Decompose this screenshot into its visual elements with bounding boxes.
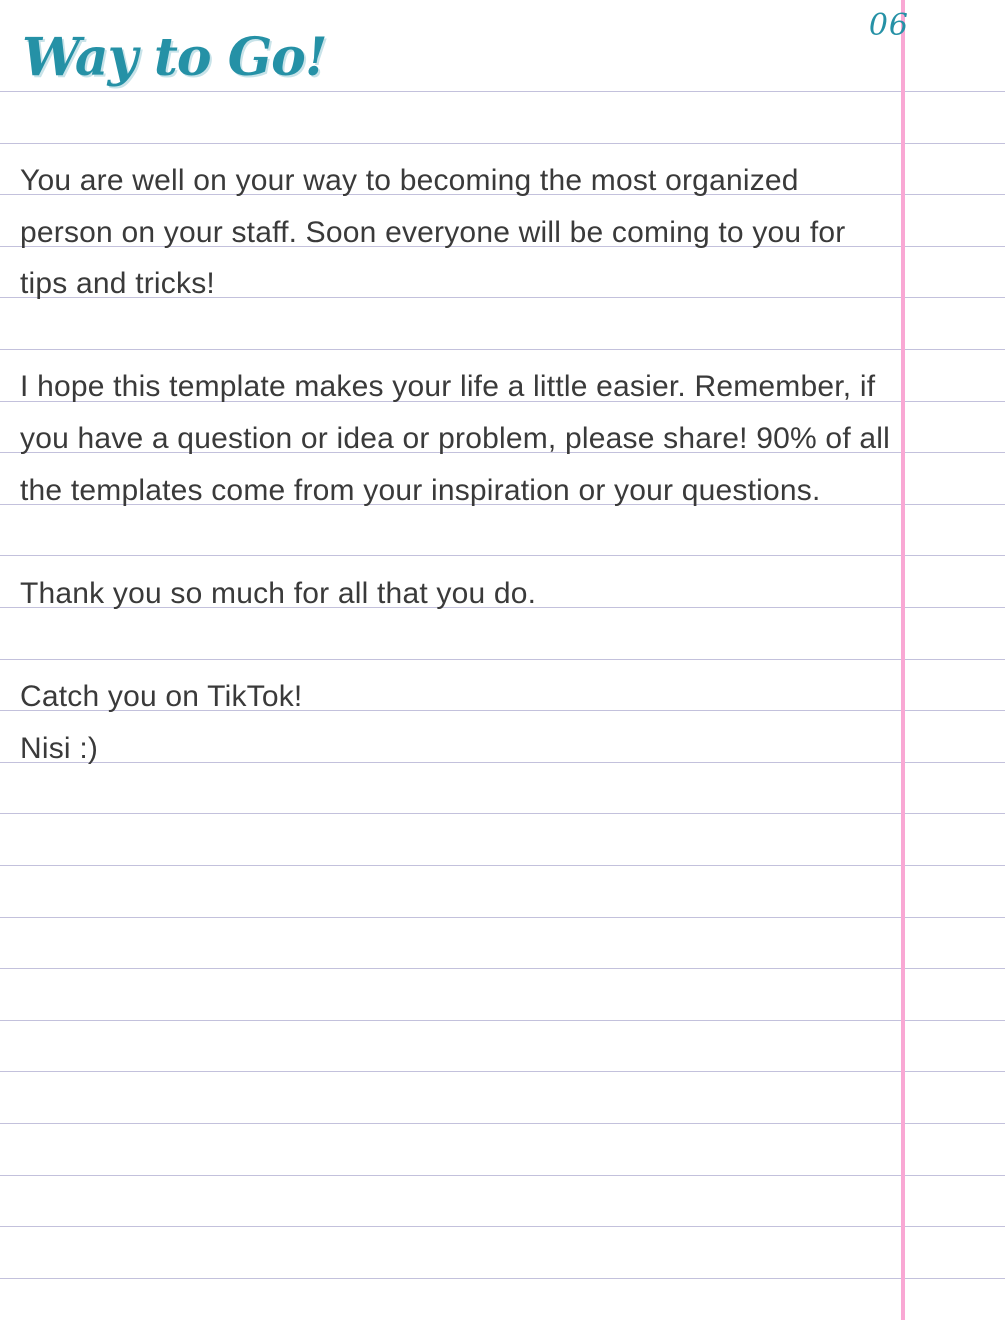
signoff-line: Catch you on TikTok! xyxy=(20,679,303,713)
letter-body xyxy=(20,155,895,774)
page-number: 06 xyxy=(868,8,909,43)
paragraph-3: Thank you so much for all that you do. xyxy=(20,576,537,610)
page-title: Way to Go! xyxy=(22,27,327,88)
paragraph-2: I hope this template makes your life a little easier. Remember, if you have a question or idea or problem, please share! 90% of all the templates come from your inspiration or your questions. xyxy=(20,370,890,507)
signature: Nisi :) xyxy=(20,731,99,765)
paragraph-1: You are well on your way to becoming the most organized person on your staff. Soon everyone will be coming to you for tips and tricks! xyxy=(20,164,846,301)
paragraph-spacer xyxy=(20,310,895,362)
paragraph-spacer xyxy=(20,516,895,568)
paragraph-spacer xyxy=(20,619,895,671)
